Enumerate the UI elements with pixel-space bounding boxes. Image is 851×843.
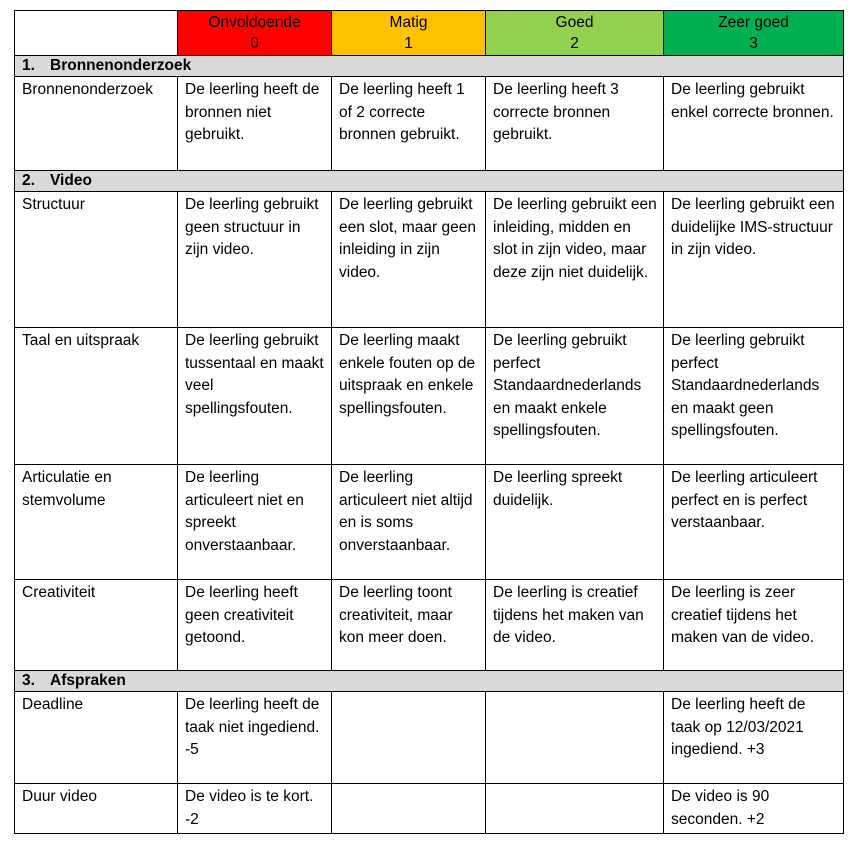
rubric-cell-1: De leerling gebruikt een slot, maar geen inleiding in zijn video. <box>332 192 486 328</box>
criterion-label: Articulatie en stemvolume <box>15 465 178 580</box>
level-header-0 <box>178 11 332 56</box>
section-row-afspraken <box>15 671 844 692</box>
section-title: Bronnenonderzoek <box>50 57 192 74</box>
section-row-video <box>15 171 844 192</box>
rubric-cell-0: De leerling heeft geen creativiteit getoond. <box>178 580 332 671</box>
criterion-label: Structuur <box>15 192 178 328</box>
header-corner-cell <box>15 11 178 56</box>
criterion-row-taal-en-uitspraak <box>15 328 844 465</box>
section-number: 2. <box>22 172 35 189</box>
rubric-cell-0: De leerling heeft de bronnen niet gebruikt. <box>178 77 332 171</box>
rubric-cell-3: De leerling articuleert perfect en is perfect verstaanbaar. <box>664 465 844 580</box>
rubric-cell-2 <box>486 784 664 834</box>
rubric-cell-3: De leerling is zeer creatief tijdens het maken van de video. <box>664 580 844 671</box>
section-number: 1. <box>22 57 35 74</box>
criterion-label: Taal en uitspraak <box>15 328 178 465</box>
rubric-cell-2 <box>486 692 664 784</box>
section-title: Afspraken <box>50 672 126 689</box>
criterion-label: Bronnenonderzoek <box>15 77 178 171</box>
rubric-cell-2: De leerling spreekt duidelijk. <box>486 465 664 580</box>
section-header <box>15 56 844 77</box>
rubric-cell-3: De video is 90 seconden. +2 <box>664 784 844 834</box>
level-score: 2 <box>570 35 579 52</box>
rubric-cell-3: De leerling heeft de taak op 12/03/2021 ingediend. +3 <box>664 692 844 784</box>
criterion-label: Duur video <box>15 784 178 834</box>
rubric-table <box>14 10 844 834</box>
rubric-cell-3: De leerling gebruikt enkel correcte bronnen. <box>664 77 844 171</box>
rubric-cell-0: De leerling gebruikt tussentaal en maakt veel spellingsfouten. <box>178 328 332 465</box>
criterion-label: Creativiteit <box>15 580 178 671</box>
rubric-cell-1 <box>332 784 486 834</box>
section-title: Video <box>50 172 92 189</box>
header-row <box>15 11 844 56</box>
rubric-cell-0: De leerling gebruikt geen structuur in zijn video. <box>178 192 332 328</box>
level-score: 0 <box>250 35 259 52</box>
section-number: 3. <box>22 672 35 689</box>
rubric-cell-1: De leerling articuleert niet altijd en is soms onverstaanbaar. <box>332 465 486 580</box>
level-header-2 <box>486 11 664 56</box>
level-score: 3 <box>749 35 758 52</box>
rubric-cell-1: De leerling heeft 1 of 2 correcte bronnen gebruikt. <box>332 77 486 171</box>
criterion-row-creativiteit <box>15 580 844 671</box>
level-label: Onvoldoende <box>208 14 301 31</box>
rubric-cell-0: De leerling heeft de taak niet ingediend. -5 <box>178 692 332 784</box>
criterion-row-bronnenonderzoek <box>15 77 844 171</box>
rubric-cell-0: De video is te kort. -2 <box>178 784 332 834</box>
level-label: Zeer goed <box>718 14 789 31</box>
rubric-cell-0: De leerling articuleert niet en spreekt onverstaanbaar. <box>178 465 332 580</box>
level-header-1 <box>332 11 486 56</box>
rubric-cell-2: De leerling is creatief tijdens het maken van de video. <box>486 580 664 671</box>
level-score: 1 <box>404 35 413 52</box>
criterion-row-articulatie <box>15 465 844 580</box>
level-label: Goed <box>555 14 594 31</box>
criterion-label: Deadline <box>15 692 178 784</box>
criterion-row-structuur <box>15 192 844 328</box>
level-label: Matig <box>389 14 428 31</box>
rubric-cell-1: De leerling toont creativiteit, maar kon meer doen. <box>332 580 486 671</box>
level-header-3 <box>664 11 844 56</box>
rubric-cell-1: De leerling maakt enkele fouten op de uitspraak en enkele spellingsfouten. <box>332 328 486 465</box>
section-header <box>15 671 844 692</box>
criterion-row-deadline <box>15 692 844 784</box>
section-row-bronnenonderzoek <box>15 56 844 77</box>
rubric-cell-1 <box>332 692 486 784</box>
criterion-row-duur-video <box>15 784 844 834</box>
section-header <box>15 171 844 192</box>
rubric-cell-2: De leerling gebruikt een inleiding, midden en slot in zijn video, maar deze zijn niet duidelijk. <box>486 192 664 328</box>
rubric-cell-2: De leerling gebruikt perfect Standaardnederlands en maakt enkele spellingsfouten. <box>486 328 664 465</box>
rubric-cell-3: De leerling gebruikt een duidelijke IMS-structuur in zijn video. <box>664 192 844 328</box>
rubric-cell-3: De leerling gebruikt perfect Standaardnederlands en maakt geen spellingsfouten. <box>664 328 844 465</box>
rubric-cell-2: De leerling heeft 3 correcte bronnen gebruikt. <box>486 77 664 171</box>
